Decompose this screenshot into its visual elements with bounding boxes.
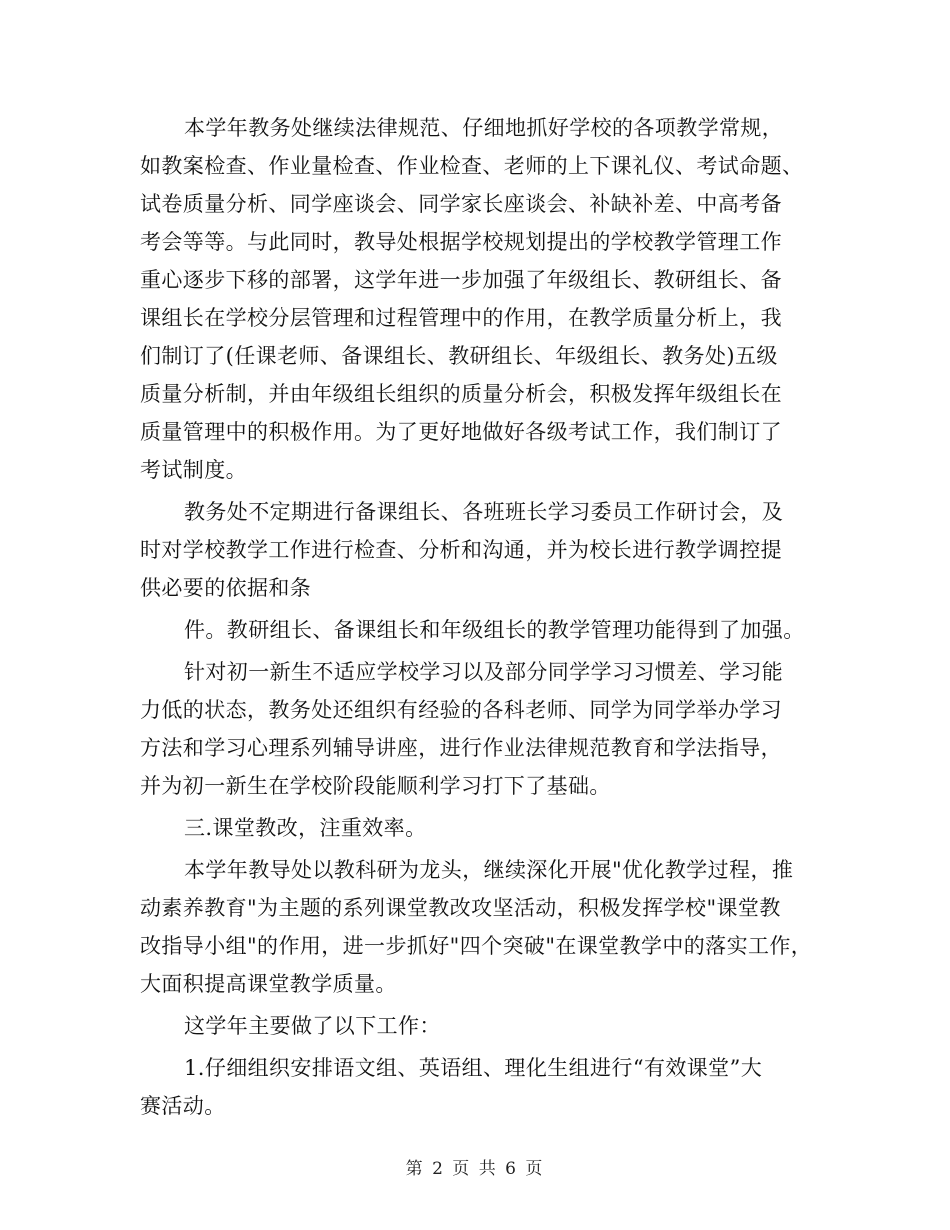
text-line: 如教案检查、作业量检查、作业检查、老师的上下课礼仪、考试命题、 bbox=[140, 154, 804, 178]
text-line: 赛活动。 bbox=[140, 1094, 226, 1118]
text-line: 改指导小组"的作用，进一步抓好"四个突破"在课堂教学中的落实工作， bbox=[140, 934, 813, 958]
page-number-footer: 第 2 页 共 6 页 bbox=[405, 1159, 545, 1179]
section-heading bbox=[140, 812, 820, 844]
text-line: 这学年主要做了以下工作： bbox=[184, 1014, 441, 1038]
text-line: 考试制度。 bbox=[140, 458, 247, 482]
text-line: 本学年教务处继续法律规范、仔细地抓好学校的各项教学常规， bbox=[184, 116, 784, 140]
text-line: 供必要的依据和条 bbox=[140, 576, 312, 600]
document-body bbox=[140, 112, 820, 1122]
text-line: 课组长在学校分层管理和过程管理中的作用，在教学质量分析上，我 bbox=[140, 306, 782, 330]
text-line: 方法和学习心理系列辅导讲座，进行作业法律规范教育和学法指导， bbox=[140, 736, 782, 760]
text-line: 们制订了(任课老师、备课组长、教研组长、年级组长、教务处)五级 bbox=[140, 344, 778, 368]
text-line: 考会等等。与此同时，教导处根据学校规划提出的学校教学管理工作 bbox=[140, 230, 782, 254]
text-line: 三.课堂教改，注重效率。 bbox=[184, 816, 427, 840]
text-line: 动素养教育"为主题的系列课堂教改攻坚活动，积极发挥学校"课堂教 bbox=[140, 896, 781, 920]
text-line: 时对学校教学工作进行检查、分析和沟通，并为校长进行教学调控提 bbox=[140, 538, 782, 562]
text-line: 质量管理中的积极作用。为了更好地做好各级考试工作，我们制订了 bbox=[140, 420, 782, 444]
text-line: 并为初一新生在学校阶段能顺利学习打下了基础。 bbox=[140, 774, 611, 798]
paragraph bbox=[140, 1052, 820, 1122]
text-line: 重心逐步下移的部署，这学年进一步加强了年级组长、教研组长、备 bbox=[140, 268, 782, 292]
paragraph bbox=[140, 496, 820, 604]
paragraph bbox=[140, 614, 820, 646]
paragraph bbox=[140, 112, 820, 486]
text-line: 针对初一新生不适应学校学习以及部分同学学习习惯差、学习能 bbox=[184, 660, 784, 684]
text-line: 件。教研组长、备课组长和年级组长的教学管理功能得到了加强。 bbox=[184, 618, 805, 642]
text-line: 试卷质量分析、同学座谈会、同学家长座谈会、补缺补差、中高考备 bbox=[140, 192, 782, 216]
text-line: 本学年教导处以教科研为龙头，继续深化开展"优化教学过程，推 bbox=[184, 858, 794, 882]
paragraph bbox=[140, 854, 820, 1000]
paragraph bbox=[140, 656, 820, 802]
text-line: 大面积提高课堂教学质量。 bbox=[140, 972, 397, 996]
paragraph bbox=[140, 1010, 820, 1042]
text-line: 力低的状态，教务处还组织有经验的各科老师、同学为同学举办学习 bbox=[140, 698, 782, 722]
text-line: 质量分析制，并由年级组长组织的质量分析会，积极发挥年级组长在 bbox=[140, 382, 782, 406]
text-line: 1.仔细组织安排语文组、英语组、理化生组进行“有效课堂”大 bbox=[184, 1056, 763, 1080]
text-line: 教务处不定期进行备课组长、各班班长学习委员工作研讨会，及 bbox=[184, 500, 784, 524]
